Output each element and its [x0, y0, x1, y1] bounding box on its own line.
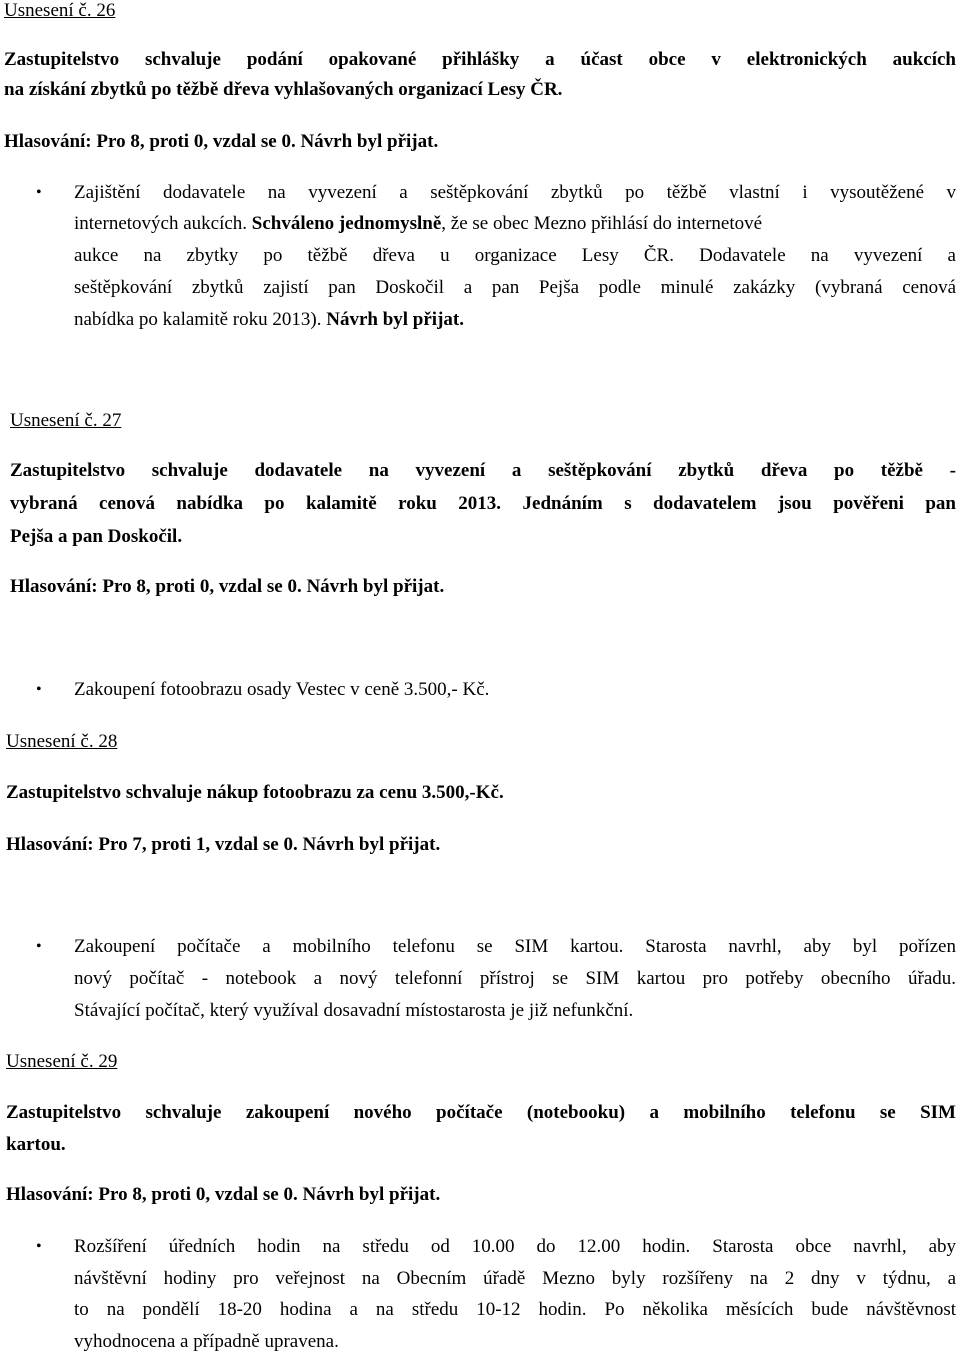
resolution-28-vote: Hlasování: Pro 7, proti 1, vzdal se 0. Návrh byl přijat. [6, 834, 441, 855]
bullet-26-line-2-text: internetových aukcích. [74, 213, 248, 234]
resolution-26-text-line-1: Zastupitelstvo schvaluje podání opakované přihlášky a účast obce v elektronických aukcích [4, 49, 956, 70]
resolution-27-heading: Usnesení č. 27 [10, 410, 122, 431]
resolution-29-heading: Usnesení č. 29 [6, 1051, 118, 1072]
resolution-27-text-line-3: Pejša a pan Doskočil. [10, 526, 183, 547]
resolution-26-vote: Hlasování: Pro 8, proti 0, vzdal se 0. Návrh byl přijat. [4, 131, 439, 152]
bullet-29-line-2: návštěvní hodiny pro veřejnost na Obecním úřadě Mezno byly rozšířeny na 2 dny v týdnu, a [74, 1268, 956, 1289]
resolution-27-vote: Hlasování: Pro 8, proti 0, vzdal se 0. Návrh byl přijat. [10, 576, 445, 597]
bullet-29-line-1: Rozšíření úředních hodin na středu od 10.00 do 12.00 hodin. Starosta obce navrhl, aby [74, 1236, 956, 1257]
resolution-29-text-line-2: kartou. [6, 1134, 66, 1155]
bullet-28-line-3: Stávající počítač, který využíval dosavadní místostarosta je již nefunkční. [74, 1000, 634, 1021]
bullet-26-approved-text: Schváleno jednomyslně [251, 213, 442, 234]
resolution-28-heading: Usnesení č. 28 [6, 731, 118, 752]
resolution-28-text: Zastupitelstvo schvaluje nákup fotoobrazu za cenu 3.500,-Kč. [6, 782, 504, 803]
bullet-26-line-4: seštěpkování zbytků zajistí pan Doskočil a pan Pejša podle minulé zakázky (vybraná cenová [74, 277, 956, 298]
resolution-29-vote: Hlasování: Pro 8, proti 0, vzdal se 0. Návrh byl přijat. [6, 1184, 441, 1205]
resolution-29-text-line-1: Zastupitelstvo schvaluje zakoupení nového počítače (notebooku) a mobilního telefonu se SIM [6, 1102, 956, 1123]
bullet-26-line-5-text: nabídka po kalamitě roku 2013). [74, 309, 322, 330]
bullet-26-line-3-text: aukce na zbytky po těžbě dřeva u organizace Lesy ČR. [74, 245, 674, 266]
bullet-26-line-2 [74, 213, 762, 235]
bullet-28-line-2: nový počítač - notebook a nový telefonní přístroj se SIM kartou pro potřeby obecního úřadu. [74, 968, 956, 989]
resolution-26-heading: Usnesení č. 26 [4, 0, 116, 21]
bullet-28-line-1: Zakoupení počítače a mobilního telefonu se SIM kartou. Starosta navrhl, aby byl pořízen [74, 936, 956, 957]
bullet-26-accepted-text: Návrh byl přijat. [326, 309, 464, 330]
resolution-27-text-line-1: Zastupitelstvo schvaluje dodavatele na vyvezení a seštěpkování zbytků dřeva po těžbě - [10, 460, 956, 481]
bullet-icon: • [36, 184, 42, 201]
bullet-26-line-2-rest: , že se obec Mezno přihlásí do internetové [441, 213, 763, 234]
bullet-29-line-3: to na pondělí 18-20 hodina a na středu 10-12 hodin. Po několika měsících bude návštěvnost [74, 1299, 956, 1320]
bullet-icon: • [36, 681, 42, 698]
bullet-26-line-3 [74, 245, 956, 269]
bullet-icon: • [36, 1238, 42, 1255]
bullet-29-line-4: vyhodnocena a případně upravena. [74, 1331, 339, 1352]
bullet-26-line-3-rest: Dodavatele na vyvezení a [699, 245, 956, 266]
bullet-26-line-1: Zajištění dodavatele na vyvezení a seštěpkování zbytků po těžbě vlastní i vysoutěžené v [74, 182, 956, 203]
bullet-27-line-1: Zakoupení fotoobrazu osady Vestec v ceně 3.500,- Kč. [74, 679, 490, 700]
bullet-26-line-5 [74, 309, 464, 331]
bullet-icon: • [36, 938, 42, 955]
resolution-26-text-line-2: na získání zbytků po těžbě dřeva vyhlašovaných organizací Lesy ČR. [4, 79, 563, 100]
resolution-27-text-line-2: vybraná cenová nabídka po kalamitě roku 2013. Jednáním s dodavatelem jsou pověřeni pan [10, 493, 956, 514]
